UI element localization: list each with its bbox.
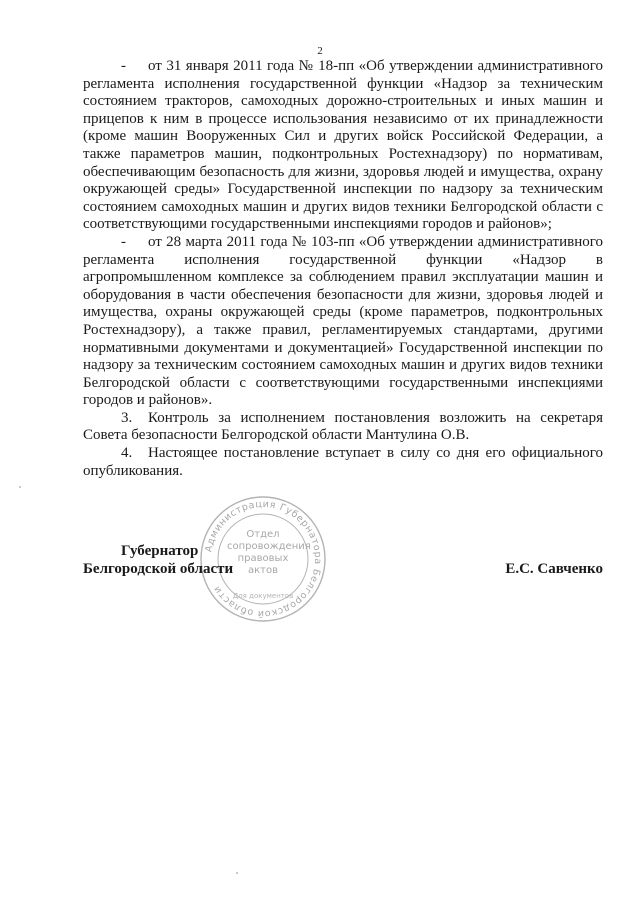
document-body [83,58,603,480]
paragraph-text: от 31 января 2011 года № 18-пп «Об утверждении административного регламента исполнения государственной функции «Надзор за техническим состоянием тракторов, самоходных дорожно-строительных и иных машин и прицепов к ним в процессе использования независимо от их принадлежности (кроме машин Вооруженных Сил и других войск Российской Федерации, а также параметров машин, подконтрольных Ростехнадзору) по нормативам, обеспечивающим безопасность для жизни, здоровья людей и имущества, охрану окружающей среды» Государственной инспекции по надзору за техническим состоянием самоходных машин и других видов техники Белгородской области с соответствующими государственными инспекциями городов и районов»; [83,58,603,233]
scan-speck [236,872,238,874]
paragraph-item-3 [83,410,603,445]
paragraph-resolution-18pp [83,58,603,234]
paragraph-text: от 28 марта 2011 года № 103-пп «Об утверждении административного регламента исполнения государственной функции «Надзор в агропромышленном комплексе за соблюдением правил эксплуатации машин и оборудования в части обеспечения безопасности для жизни, здоровья людей и имущества, охраны окружающей среды (кроме параметров, подконтрольных Ростехнадзору), а также правил, регламентируемых стандартами, другими нормативными документами и документацией» Государственной инспекции по надзору за техническим состоянием самоходных машин и других видов техники Белгородской области с соответствующими государственными инспекциями городов и районов». [83,233,603,409]
signatory-name: Е.С. Савченко [505,561,603,577]
item-number: 3. [121,409,133,426]
paragraph-text: Настоящее постановление вступает в силу со дня его официального опубликования. [83,445,603,479]
signatory-title-line1: Губернатор [121,543,199,559]
item-number: 4. [121,445,133,462]
stamp-line: Отдел [246,529,280,540]
signature-block [83,542,603,592]
paragraph-text: Контроль за исполнением постановления возложить на секретаря Совета безопасности Белгородской области Мантулина О.В. [83,409,603,444]
scan-speck [19,486,21,488]
paragraph-item-4 [83,445,603,480]
stamp-line: актов [247,565,278,576]
stamp-line: правовых [237,553,289,564]
page-number: 2 [317,45,323,57]
signatory-title-line2: Белгородской области [83,561,234,577]
list-dash-marker: - [121,58,126,74]
stamp-line: сопровождения [227,541,311,552]
stamp-ring-text: Администрация Губернатора Белгородской области [203,498,324,620]
paragraph-resolution-103pp [83,234,603,410]
list-dash-marker: - [121,233,126,250]
stamp-bottom-text: Для документов [232,592,294,600]
